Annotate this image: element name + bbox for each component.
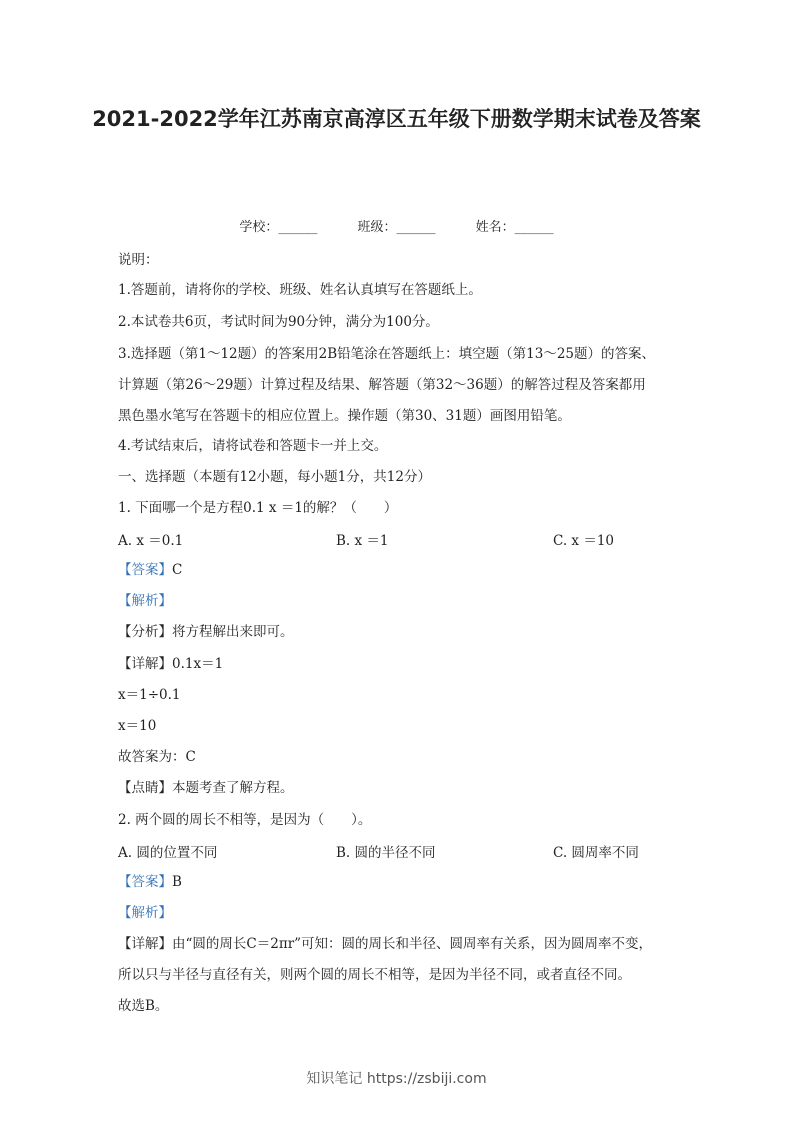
q2-option-b: B. 圆的半径不同 [336,845,436,861]
q1-answer [118,560,182,580]
note-4: 4.考试结束后，请将试卷和答题卡一并上交。 [118,438,388,454]
q2-detail-line-1: 【详解】由“圆的周长C＝2πr”可知：圆的周长和半径、圆周率有关系，因为圆周率不变， [118,936,653,952]
q1-step-1: x＝1÷0.1 [118,687,181,703]
answer-value: B [172,874,182,890]
footer-watermark: 知识笔记 https://zsbiji.com [306,1071,487,1087]
q2-conclusion: 故选B。 [118,998,169,1014]
q2-analysis-tag: 【解析】 [118,905,172,921]
answer-tag: 【答案】 [118,562,172,578]
answer-tag: 【答案】 [118,874,172,890]
q2-answer [118,872,182,892]
student-info-row [0,216,793,235]
note-3-line-2: 计算题（第26～29题）计算过程及结果、解答题（第32～36题）的解答过程及答案都用 [118,377,646,393]
school-field: 学校：______ [239,220,318,235]
q1-option-a: A. x ＝0.1 [118,533,184,549]
q1-fenxi: 【分析】将方程解出来即可。 [118,624,294,640]
q2-option-a: A. 圆的位置不同 [118,845,218,861]
q1-option-b: B. x ＝1 [336,533,389,549]
note-1: 1.答题前，请将你的学校、班级、姓名认真填写在答题纸上。 [118,282,482,298]
answer-value: C [172,562,183,578]
q1-stem: 1. 下面哪一个是方程0.1 x ＝1的解？（ ） [118,500,398,516]
note-2: 2.本试卷共6页，考试时间为90分钟，满分为100分。 [118,314,439,330]
name-field: 姓名：______ [475,220,554,235]
q1-analysis-tag: 【解析】 [118,593,172,609]
q1-dianjing: 【点睛】本题考查了解方程。 [118,780,294,796]
q1-step-2: x＝10 [118,718,157,734]
q1-xiangjie: 【详解】0.1x＝1 [118,656,224,672]
q2-detail-line-2: 所以只与半径与直径有关，则两个圆的周长不相等，是因为半径不同，或者直径不同。 [118,967,631,983]
q2-stem: 2. 两个圆的周长不相等，是因为（ ）。 [118,812,372,828]
note-3-line-1: 3.选择题（第1～12题）的答案用2B铅笔涂在答题纸上：填空题（第13～25题）的答案、 [118,346,656,362]
q1-option-c: C. x ＝10 [553,533,615,549]
notes-heading: 说明： [118,252,159,268]
q2-option-c: C. 圆周率不同 [553,845,639,861]
class-field: 班级：______ [357,220,436,235]
q1-conclusion: 故答案为：C [118,749,196,765]
page-title: 2021-2022学年江苏南京高淳区五年级下册数学期末试卷及答案 [92,107,701,131]
section-heading: 一、选择题（本题有12小题，每小题1分，共12分） [118,469,431,485]
note-3-line-3: 黑色墨水笔写在答题卡的相应位置上。操作题（第30、31题）画图用铅笔。 [118,408,571,424]
